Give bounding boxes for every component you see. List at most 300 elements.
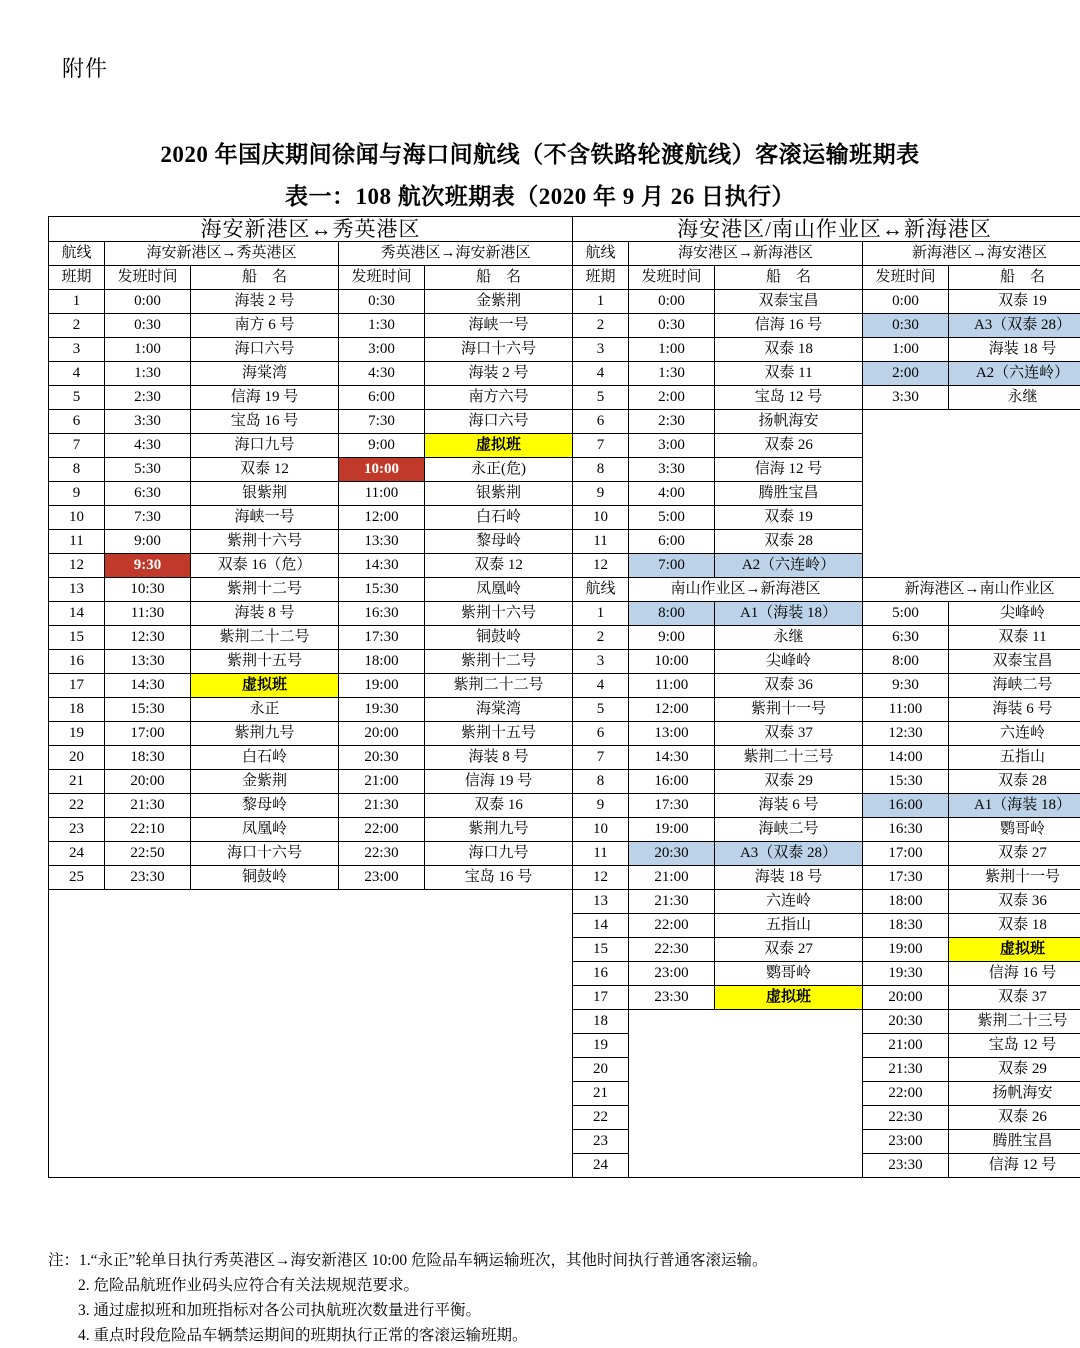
shift-no-left: 15 (49, 626, 105, 650)
shift-no-right: 18 (573, 1010, 629, 1034)
depart-time: 18:30 (105, 746, 191, 770)
ship-name: A1（海装 18） (949, 794, 1080, 818)
ship-name: 双泰 29 (715, 770, 863, 794)
depart-time: 1:00 (863, 338, 949, 362)
shift-no-right: 4 (573, 674, 629, 698)
ship-name: 腾胜宝昌 (715, 482, 863, 506)
table-row (49, 818, 1080, 842)
table-row (49, 362, 1080, 386)
ship-name: 双泰 18 (715, 338, 863, 362)
ship-name: 铜鼓岭 (425, 626, 573, 650)
depart-time: 16:00 (629, 770, 715, 794)
attachment-label: 附件 (62, 52, 108, 83)
shift-no-right: 10 (573, 506, 629, 530)
ship-name: 双泰 36 (949, 890, 1080, 914)
header-ship-r2: 船 名 (949, 266, 1080, 290)
shift-no-right: 15 (573, 938, 629, 962)
table-row (49, 794, 1080, 818)
shift-no-left: 4 (49, 362, 105, 386)
depart-time: 21:30 (339, 794, 425, 818)
ship-name: 海峡二号 (715, 818, 863, 842)
shift-no-right: 20 (573, 1058, 629, 1082)
shift-no-right: 19 (573, 1034, 629, 1058)
ship-name: 尖峰岭 (715, 650, 863, 674)
depart-time: 10:00 (629, 650, 715, 674)
depart-time: 1:30 (339, 314, 425, 338)
shift-no-left: 25 (49, 866, 105, 890)
ship-name: A2（六连岭） (949, 362, 1080, 386)
ship-name: 双泰 16（危） (191, 554, 339, 578)
depart-time: 16:00 (863, 794, 949, 818)
depart-time: 23:30 (105, 866, 191, 890)
ship-name: 紫荆十五号 (191, 650, 339, 674)
page-title: 2020 年国庆期间徐闻与海口间航线（不含铁路轮渡航线）客滚运输班期表 (0, 136, 1080, 169)
ship-name: 信海 12 号 (949, 1154, 1080, 1178)
depart-time: 11:00 (863, 698, 949, 722)
depart-time: 17:30 (863, 866, 949, 890)
ship-name: 宝岛 12 号 (715, 386, 863, 410)
table-row (49, 842, 1080, 866)
ship-name: 鹦哥岭 (949, 818, 1080, 842)
ship-name: 海棠湾 (425, 698, 573, 722)
depart-time: 7:30 (339, 410, 425, 434)
left-empty-area (49, 890, 573, 1178)
table-row (49, 386, 1080, 410)
depart-time: 23:30 (629, 986, 715, 1010)
shift-no-left: 24 (49, 842, 105, 866)
shift-no-left: 23 (49, 818, 105, 842)
ship-name: 双泰 12 (425, 554, 573, 578)
depart-time: 3:30 (105, 410, 191, 434)
ship-name: 双泰 11 (949, 626, 1080, 650)
ship-name: 五指山 (715, 914, 863, 938)
header-route-right2: 航线 (573, 578, 629, 602)
ship-name: 紫荆九号 (425, 818, 573, 842)
depart-time: 17:30 (339, 626, 425, 650)
ship-name: 紫荆九号 (191, 722, 339, 746)
table-row (49, 890, 1080, 914)
shift-no-right: 3 (573, 650, 629, 674)
ship-name: 紫荆十六号 (191, 530, 339, 554)
ship-name: 海装 8 号 (425, 746, 573, 770)
ship-name: 海装 18 号 (949, 338, 1080, 362)
ship-name: 永正 (191, 698, 339, 722)
notes-block (48, 1248, 1048, 1348)
table-row (49, 602, 1080, 626)
depart-time: 17:00 (863, 842, 949, 866)
table-row (49, 242, 1080, 266)
ship-name: 黎母岭 (191, 794, 339, 818)
depart-time: 21:00 (629, 866, 715, 890)
depart-time: 20:30 (339, 746, 425, 770)
ship-name: 双泰 19 (949, 290, 1080, 314)
depart-time: 9:00 (339, 434, 425, 458)
ship-name: 海装 18 号 (715, 866, 863, 890)
ship-name: A3（双泰 28） (949, 314, 1080, 338)
header-ship-l2: 船 名 (425, 266, 573, 290)
table-row (49, 217, 1080, 242)
depart-time: 1:00 (105, 338, 191, 362)
depart-time: 5:30 (105, 458, 191, 482)
depart-time: 18:30 (863, 914, 949, 938)
shift-no-left: 14 (49, 602, 105, 626)
ship-name: 六连岭 (715, 890, 863, 914)
depart-time: 20:00 (105, 770, 191, 794)
shift-no-left: 21 (49, 770, 105, 794)
ship-name: 双泰 18 (949, 914, 1080, 938)
table-row (49, 698, 1080, 722)
depart-time: 2:00 (629, 386, 715, 410)
depart-time: 2:00 (863, 362, 949, 386)
depart-time: 20:00 (863, 986, 949, 1010)
ship-name: 海口十六号 (191, 842, 339, 866)
ship-name: 鹦哥岭 (715, 962, 863, 986)
depart-time: 21:30 (629, 890, 715, 914)
shift-no-left: 12 (49, 554, 105, 578)
depart-time: 20:30 (629, 842, 715, 866)
depart-time: 7:30 (105, 506, 191, 530)
depart-time: 15:30 (339, 578, 425, 602)
ship-name: 海口六号 (425, 410, 573, 434)
ship-name: 信海 19 号 (191, 386, 339, 410)
depart-time: 8:00 (629, 602, 715, 626)
depart-time: 0:00 (629, 290, 715, 314)
depart-time: 1:00 (629, 338, 715, 362)
depart-time: 19:30 (339, 698, 425, 722)
depart-time: 6:00 (339, 386, 425, 410)
depart-time: 9:30 (863, 674, 949, 698)
header-depart-r1: 发班时间 (629, 266, 715, 290)
depart-time: 15:30 (105, 698, 191, 722)
depart-time: 22:30 (339, 842, 425, 866)
page-subtitle: 表一：108 航次班期表（2020 年 9 月 26 日执行） (0, 178, 1080, 211)
ship-name: 虚拟班 (715, 986, 863, 1010)
shift-no-right: 4 (573, 362, 629, 386)
depart-time: 22:30 (863, 1106, 949, 1130)
shift-no-left: 3 (49, 338, 105, 362)
table-row (49, 290, 1080, 314)
shift-no-right: 24 (573, 1154, 629, 1178)
shift-no-right: 8 (573, 458, 629, 482)
depart-time: 2:30 (629, 410, 715, 434)
ship-name: 紫荆二十三号 (715, 746, 863, 770)
table-row (49, 770, 1080, 794)
shift-no-left: 13 (49, 578, 105, 602)
depart-time: 3:00 (629, 434, 715, 458)
ship-name: A1（海装 18） (715, 602, 863, 626)
shift-no-right: 3 (573, 338, 629, 362)
shift-no-right: 7 (573, 746, 629, 770)
depart-time: 1:30 (105, 362, 191, 386)
shift-no-right: 11 (573, 530, 629, 554)
ship-name: 宝岛 16 号 (191, 410, 339, 434)
shift-no-right: 9 (573, 482, 629, 506)
shift-no-right: 5 (573, 386, 629, 410)
depart-time: 12:30 (863, 722, 949, 746)
ship-name: 信海 19 号 (425, 770, 573, 794)
depart-time: 23:00 (339, 866, 425, 890)
note-2: 2. 危险品航班作业码头应符合有关法规规范要求。 (48, 1273, 1048, 1298)
ship-name: 紫荆二十二号 (425, 674, 573, 698)
ship-name: 六连岭 (949, 722, 1080, 746)
ship-name: 海口十六号 (425, 338, 573, 362)
ship-name: 海装 6 号 (949, 698, 1080, 722)
note-1: 注：1.“永正”轮单日执行秀英港区→海安新港区 10:00 危险品车辆运输班次，其他时间执行普通客滚运输。 (48, 1248, 1048, 1273)
table-row (49, 674, 1080, 698)
ship-name: A2（六连岭） (715, 554, 863, 578)
depart-time: 7:00 (629, 554, 715, 578)
ship-name: 双泰 28 (949, 770, 1080, 794)
depart-time: 9:00 (105, 530, 191, 554)
ship-name: 海峡二号 (949, 674, 1080, 698)
ship-name: 紫荆二十二号 (191, 626, 339, 650)
shift-no-right: 12 (573, 554, 629, 578)
ship-name: 虚拟班 (425, 434, 573, 458)
depart-time: 13:30 (105, 650, 191, 674)
shift-no-left: 6 (49, 410, 105, 434)
depart-time: 8:00 (863, 650, 949, 674)
depart-time: 18:00 (863, 890, 949, 914)
ship-name: 双泰 12 (191, 458, 339, 482)
ship-name: 永继 (715, 626, 863, 650)
header-right-dir4: 新海港区→南山作业区 (863, 578, 1080, 602)
header-left-dir2: 秀英港区→海安新港区 (339, 242, 573, 266)
ship-name: 海装 2 号 (425, 362, 573, 386)
depart-time: 22:00 (863, 1082, 949, 1106)
shift-no-right: 12 (573, 866, 629, 890)
header-right-dir3: 南山作业区→新海港区 (629, 578, 863, 602)
shift-no-left: 19 (49, 722, 105, 746)
schedule-table-wrap (48, 216, 1008, 1178)
ship-name: 信海 16 号 (949, 962, 1080, 986)
ship-name: 双泰 36 (715, 674, 863, 698)
shift-no-right: 8 (573, 770, 629, 794)
depart-time: 4:30 (339, 362, 425, 386)
ship-name: 金紫荆 (425, 290, 573, 314)
depart-time: 23:00 (629, 962, 715, 986)
shift-no-right: 21 (573, 1082, 629, 1106)
depart-time: 9:00 (629, 626, 715, 650)
depart-time: 10:30 (105, 578, 191, 602)
depart-time: 13:30 (339, 530, 425, 554)
depart-time: 21:30 (863, 1058, 949, 1082)
ship-name: 南方六号 (425, 386, 573, 410)
ship-name: 白石岭 (191, 746, 339, 770)
group-header-left: 海安新港区↔秀英港区 (49, 217, 573, 242)
ship-name: 凤凰岭 (425, 578, 573, 602)
shift-no-left: 20 (49, 746, 105, 770)
ship-name: 海口九号 (191, 434, 339, 458)
ship-name: 双泰 19 (715, 506, 863, 530)
depart-time: 4:00 (629, 482, 715, 506)
depart-time: 23:30 (863, 1154, 949, 1178)
header-ship-r1: 船 名 (715, 266, 863, 290)
shift-no-left: 18 (49, 698, 105, 722)
depart-time: 22:10 (105, 818, 191, 842)
ship-name: 扬帆海安 (715, 410, 863, 434)
shift-no-right: 7 (573, 434, 629, 458)
depart-time: 20:30 (863, 1010, 949, 1034)
shift-no-right: 2 (573, 626, 629, 650)
schedule-table-body (49, 217, 1080, 1178)
table-row (49, 410, 1080, 434)
table-row (49, 866, 1080, 890)
shift-no-left: 7 (49, 434, 105, 458)
table-row (49, 314, 1080, 338)
ship-name: 双泰 28 (715, 530, 863, 554)
depart-time: 0:30 (105, 314, 191, 338)
header-depart-l2: 发班时间 (339, 266, 425, 290)
shift-no-left: 22 (49, 794, 105, 818)
depart-time: 21:00 (339, 770, 425, 794)
shift-no-right: 1 (573, 602, 629, 626)
depart-time: 17:30 (629, 794, 715, 818)
shift-no-right: 6 (573, 410, 629, 434)
ship-name: 白石岭 (425, 506, 573, 530)
header-shift-right: 班期 (573, 266, 629, 290)
ship-name: 双泰 26 (949, 1106, 1080, 1130)
shift-no-right: 10 (573, 818, 629, 842)
depart-time: 3:30 (863, 386, 949, 410)
ship-name: 海装 6 号 (715, 794, 863, 818)
ship-name: 永继 (949, 386, 1080, 410)
ship-name: 双泰 26 (715, 434, 863, 458)
shift-no-left: 2 (49, 314, 105, 338)
depart-time: 19:30 (863, 962, 949, 986)
depart-time: 0:30 (863, 314, 949, 338)
depart-time: 10:00 (339, 458, 425, 482)
depart-time: 21:00 (863, 1034, 949, 1058)
ship-name: 银紫荆 (425, 482, 573, 506)
depart-time: 22:30 (629, 938, 715, 962)
depart-time: 11:00 (339, 482, 425, 506)
header-shift-left: 班期 (49, 266, 105, 290)
ship-name: 紫荆十二号 (191, 578, 339, 602)
depart-time: 4:30 (105, 434, 191, 458)
depart-time: 19:00 (339, 674, 425, 698)
depart-time: 5:00 (629, 506, 715, 530)
ship-name: 双泰宝昌 (949, 650, 1080, 674)
depart-time: 19:00 (863, 938, 949, 962)
shift-no-right: 6 (573, 722, 629, 746)
ship-name: 银紫荆 (191, 482, 339, 506)
depart-time: 1:30 (629, 362, 715, 386)
depart-time: 0:00 (105, 290, 191, 314)
note-4: 4. 重点时段危险品车辆禁运期间的班期执行正常的客滚运输班期。 (48, 1323, 1048, 1348)
right-empty-area (863, 410, 1080, 578)
depart-time: 12:00 (339, 506, 425, 530)
depart-time: 6:00 (629, 530, 715, 554)
ship-name: 虚拟班 (191, 674, 339, 698)
ship-name: 海棠湾 (191, 362, 339, 386)
depart-time: 6:30 (863, 626, 949, 650)
depart-time: 17:00 (105, 722, 191, 746)
shift-no-right: 23 (573, 1130, 629, 1154)
ship-name: 海峡一号 (425, 314, 573, 338)
depart-time: 11:00 (629, 674, 715, 698)
ship-name: 扬帆海安 (949, 1082, 1080, 1106)
ship-name: 紫荆十一号 (949, 866, 1080, 890)
shift-no-right: 17 (573, 986, 629, 1010)
shift-no-left: 9 (49, 482, 105, 506)
ship-name: 宝岛 16 号 (425, 866, 573, 890)
shift-no-right: 9 (573, 794, 629, 818)
depart-time: 2:30 (105, 386, 191, 410)
ship-name: 双泰 29 (949, 1058, 1080, 1082)
shift-no-right: 16 (573, 962, 629, 986)
depart-time: 14:00 (863, 746, 949, 770)
ship-name: 尖峰岭 (949, 602, 1080, 626)
ship-name: A3（双泰 28） (715, 842, 863, 866)
depart-time: 12:00 (629, 698, 715, 722)
header-ship-l1: 船 名 (191, 266, 339, 290)
depart-time: 14:30 (339, 554, 425, 578)
header-route-left: 航线 (49, 242, 105, 266)
shift-no-left: 17 (49, 674, 105, 698)
table-row (49, 338, 1080, 362)
schedule-table (48, 216, 1080, 1178)
ship-name: 双泰 37 (949, 986, 1080, 1010)
shift-no-right: 22 (573, 1106, 629, 1130)
depart-time: 0:00 (863, 290, 949, 314)
shift-no-right: 2 (573, 314, 629, 338)
ship-name: 铜鼓岭 (191, 866, 339, 890)
header-depart-r2: 发班时间 (863, 266, 949, 290)
shift-no-left: 5 (49, 386, 105, 410)
ship-name: 五指山 (949, 746, 1080, 770)
ship-name: 双泰宝昌 (715, 290, 863, 314)
ship-name: 双泰 27 (949, 842, 1080, 866)
header-right-dir1: 海安港区→新海港区 (629, 242, 863, 266)
shift-no-right: 13 (573, 890, 629, 914)
ship-name: 海口六号 (191, 338, 339, 362)
table-row (49, 578, 1080, 602)
depart-time: 13:00 (629, 722, 715, 746)
ship-name: 紫荆十六号 (425, 602, 573, 626)
note-3: 3. 通过虚拟班和加班指标对各公司执航班次数量进行平衡。 (48, 1298, 1048, 1323)
depart-time: 0:30 (629, 314, 715, 338)
table-row (49, 746, 1080, 770)
ship-name: 海口九号 (425, 842, 573, 866)
depart-time: 0:30 (339, 290, 425, 314)
depart-time: 21:30 (105, 794, 191, 818)
depart-time: 3:00 (339, 338, 425, 362)
depart-time: 22:00 (629, 914, 715, 938)
depart-time: 11:30 (105, 602, 191, 626)
depart-time: 6:30 (105, 482, 191, 506)
ship-name: 腾胜宝昌 (949, 1130, 1080, 1154)
header-right-dir2: 新海港区→海安港区 (863, 242, 1080, 266)
shift-no-right: 1 (573, 290, 629, 314)
table-row (49, 650, 1080, 674)
ship-name: 双泰 11 (715, 362, 863, 386)
ship-name: 信海 12 号 (715, 458, 863, 482)
depart-time: 23:00 (863, 1130, 949, 1154)
header-left-dir1: 海安新港区→秀英港区 (105, 242, 339, 266)
shift-no-left: 16 (49, 650, 105, 674)
header-route-right: 航线 (573, 242, 629, 266)
depart-time: 16:30 (863, 818, 949, 842)
depart-time: 16:30 (339, 602, 425, 626)
depart-time: 5:00 (863, 602, 949, 626)
ship-name: 双泰 16 (425, 794, 573, 818)
ship-name: 海装 8 号 (191, 602, 339, 626)
depart-time: 19:00 (629, 818, 715, 842)
shift-no-left: 1 (49, 290, 105, 314)
shift-no-right: 5 (573, 698, 629, 722)
depart-time: 3:30 (629, 458, 715, 482)
ship-name: 金紫荆 (191, 770, 339, 794)
